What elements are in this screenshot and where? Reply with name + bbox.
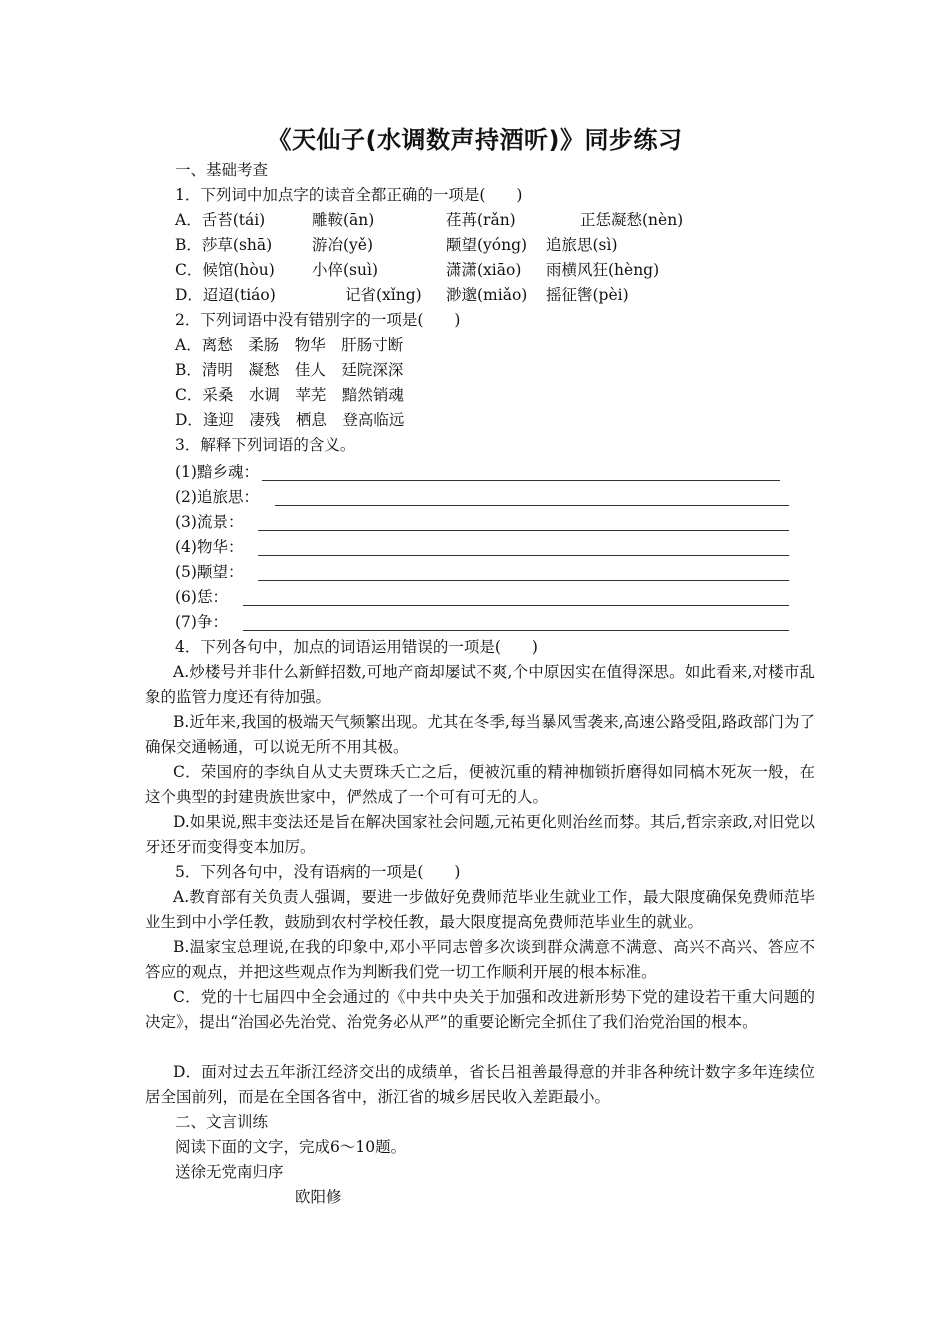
q3-item-6-label: (6)恁： bbox=[175, 588, 228, 606]
q5-option-a: A.教育部有关负责人强调，要进一步做好免费师范毕业生就业工作，最大限度确保免费师范毕业生到中小学任教，鼓励到农村学校任教，最大限度提高免费师范毕业生的就业。 bbox=[145, 888, 815, 931]
q4-option-b: B.近年来,我国的极端天气频繁出现。尤其在冬季,每当暴风雪袭来,高速公路受阻,路政部门为了确保交通畅通，可以说无所不用其极。 bbox=[145, 713, 815, 756]
q3-item-3-label: (3)流景： bbox=[175, 513, 244, 531]
q2-stem: 2．下列词语中没有错别字的一项是( ) bbox=[175, 311, 461, 329]
q1-option-b-4: 追旅思(sì) bbox=[546, 236, 618, 254]
q2-option-c: C．采桑 水调 苹芜 黯然销魂 bbox=[175, 386, 404, 404]
q1-option-d-2: 记省(xǐng) bbox=[345, 286, 422, 304]
q1-option-a-3: 荏苒(rǎn) bbox=[446, 211, 516, 229]
q3-item-6-blank[interactable] bbox=[243, 605, 789, 606]
q4-option-a: A.炒楼号并非什么新鲜招数,可地产商却屡试不爽,个中原因实在值得深思。如此看来,对楼市乱象的监管力度还有待加强。 bbox=[145, 663, 815, 706]
q1-option-b-3: 颙望(yóng) bbox=[446, 236, 528, 254]
q3-item-1-label: (1)黯乡魂： bbox=[175, 463, 259, 481]
q3-item-4-blank[interactable] bbox=[258, 555, 789, 556]
q3-item-4-label: (4)物华： bbox=[175, 538, 244, 556]
q1-option-a-1: A．舌苔(tái) bbox=[175, 211, 266, 229]
q1-option-c-2: 小倅(suì) bbox=[312, 261, 378, 279]
q3-item-7-label: (7)争： bbox=[175, 613, 228, 631]
q1-option-c-4: 雨横风狂(hèng) bbox=[546, 261, 660, 279]
q2-option-b: B．清明 凝愁 佳人 廷院深深 bbox=[175, 361, 404, 379]
passage-author: 欧阳修 bbox=[295, 1188, 342, 1206]
q3-item-3-blank[interactable] bbox=[258, 530, 789, 531]
section-heading-classical: 二、文言训练 bbox=[175, 1113, 269, 1131]
q1-option-a-2: 雕鞍(ān) bbox=[312, 211, 375, 229]
q4-option-c: C．荣国府的李纨自从丈夫贾珠夭亡之后，便被沉重的精神枷锁折磨得如同槁木死灰一般，在这个典型的封建贵族世家中，俨然成了一个可有可无的人。 bbox=[145, 763, 815, 806]
q5-option-b: B.温家宝总理说,在我的印象中,邓小平同志曾多次谈到群众满意不满意、高兴不高兴、答应不答应的观点，并把这些观点作为判断我们党一切工作顺利开展的根本标准。 bbox=[145, 938, 815, 981]
q5-option-c: C．党的十七届四中全会通过的《中共中央关于加强和改进新形势下党的建设若干重大问题的决定》，提出“治国必先治党、治党务必从严”的重要论断完全抓住了我们治党治国的根本。 bbox=[145, 988, 815, 1031]
q3-item-2-blank[interactable] bbox=[275, 505, 789, 506]
q4-option-d: D.如果说,熙丰变法还是旨在解决国家社会问题,元祐更化则治丝而棼。其后,哲宗亲政,对旧党以牙还牙而变得变本加厉。 bbox=[145, 813, 815, 856]
q3-item-5-blank[interactable] bbox=[258, 580, 789, 581]
q3-item-2-label: (2)追旅思： bbox=[175, 488, 259, 506]
q1-option-d-4: 摇征辔(pèi) bbox=[546, 286, 629, 304]
q3-item-1-blank[interactable] bbox=[262, 480, 780, 481]
q2-option-a: A．离愁 柔肠 物华 肝肠寸断 bbox=[175, 336, 404, 354]
q2-option-d: D．逢迎 凄残 栖息 登高临远 bbox=[175, 411, 405, 429]
q3-item-5-label: (5)颙望： bbox=[175, 563, 244, 581]
q1-stem: 1．下列词中加点字的读音全都正确的一项是( ) bbox=[175, 186, 523, 204]
q1-option-b-2: 游冶(yě) bbox=[312, 236, 374, 254]
q1-option-b-1: B．莎草(shā) bbox=[175, 236, 273, 254]
reading-instruction: 阅读下面的文字，完成6～10题。 bbox=[175, 1138, 407, 1156]
q1-option-c-1: C．候馆(hòu) bbox=[175, 261, 275, 279]
q1-option-a-4: 正恁凝愁(nèn) bbox=[580, 211, 684, 229]
page-title: 《天仙子(水调数声持酒听)》同步练习 bbox=[267, 126, 683, 154]
q1-option-d-1: D．迢迢(tiáo) bbox=[175, 286, 276, 304]
q4-stem: 4．下列各句中，加点的词语运用错误的一项是( ) bbox=[175, 638, 538, 656]
q5-stem: 5．下列各句中，没有语病的一项是( ) bbox=[175, 863, 461, 881]
passage-title: 送徐无党南归序 bbox=[175, 1163, 284, 1181]
q1-option-c-3: 潇潇(xiāo) bbox=[446, 261, 522, 279]
section-heading-basics: 一、基础考查 bbox=[175, 161, 269, 179]
q1-option-d-3: 渺邈(miǎo) bbox=[446, 286, 528, 304]
q3-stem: 3．解释下列词语的含义。 bbox=[175, 436, 356, 454]
q5-option-d: D．面对过去五年浙江经济交出的成绩单，省长吕祖善最得意的并非各种统计数字多年连续位居全国前列，而是在全国各省中，浙江省的城乡居民收入差距最小。 bbox=[145, 1063, 815, 1106]
q3-item-7-blank[interactable] bbox=[243, 630, 789, 631]
